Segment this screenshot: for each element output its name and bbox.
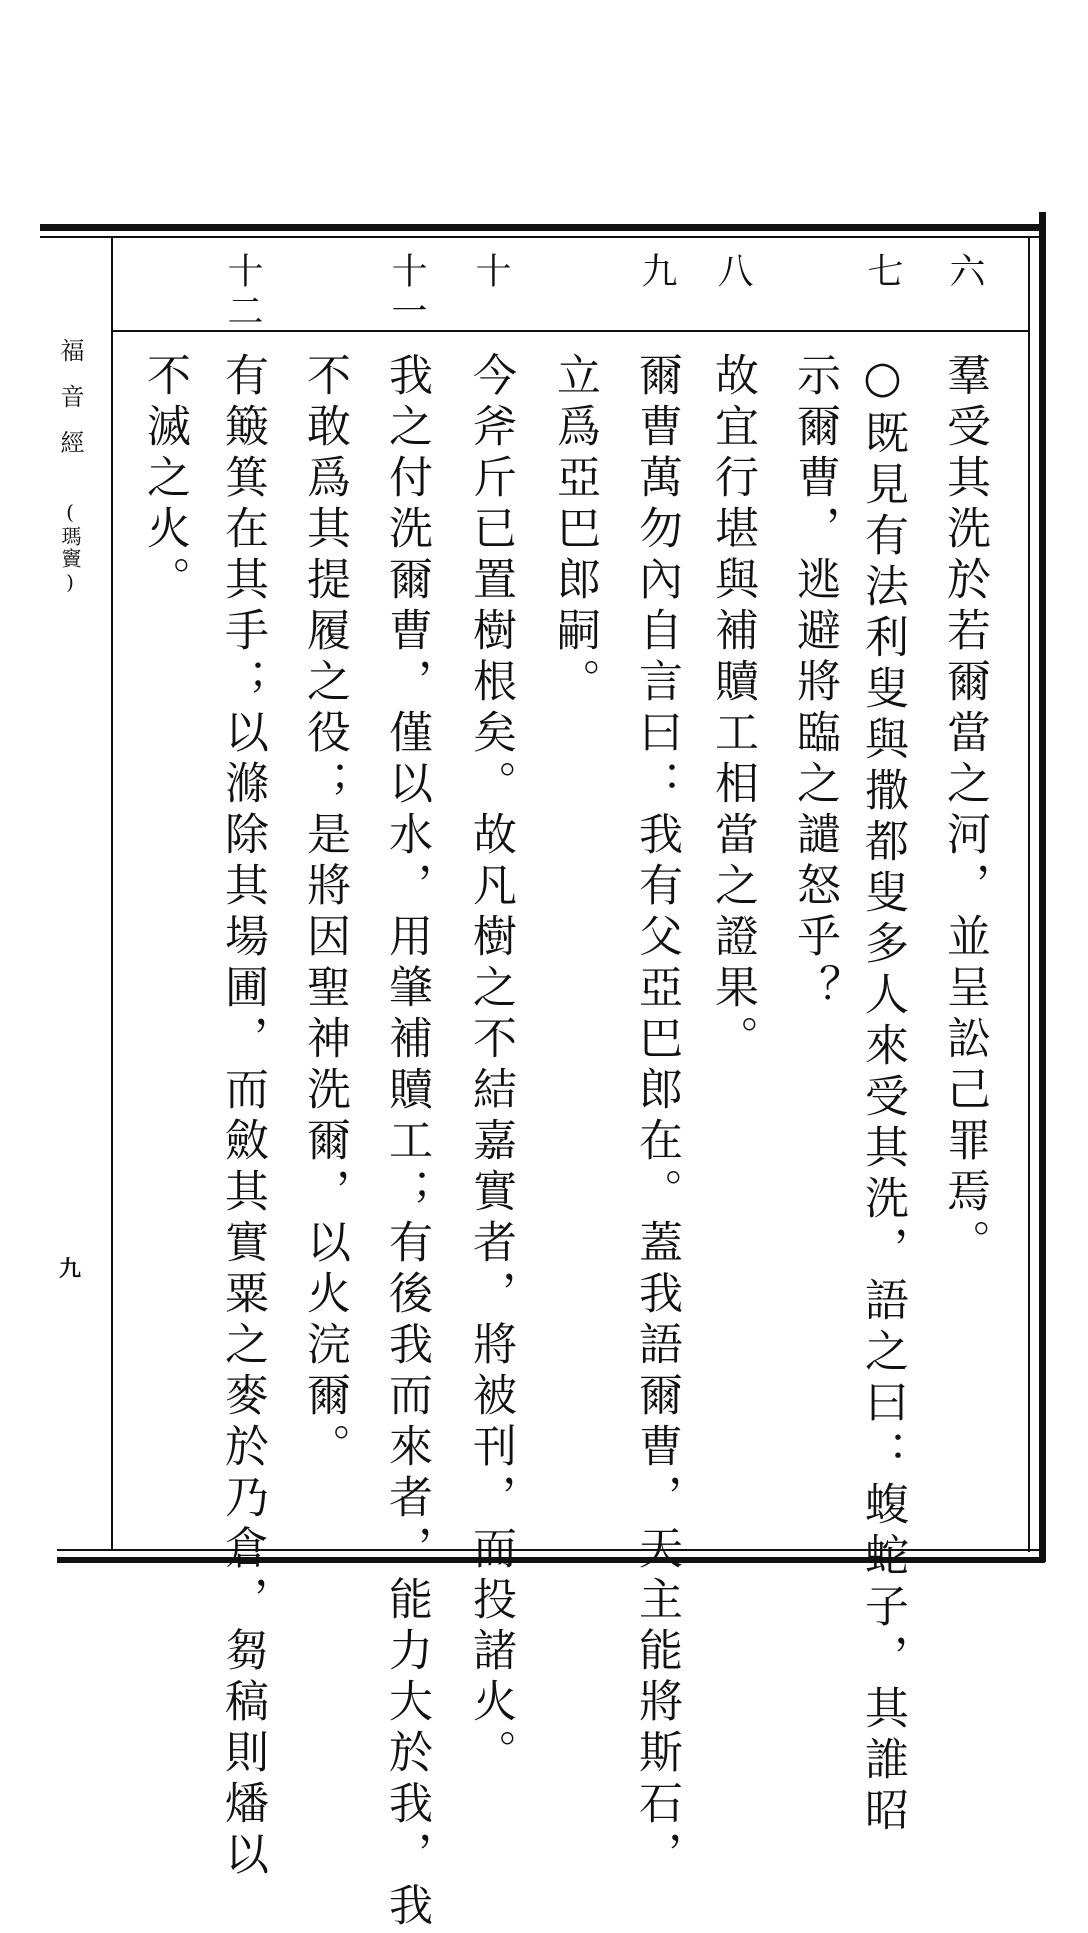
text-column: ○既見有法利叟與撒都叟多人來受其洗，語之曰：蝮蛇子，其誰昭	[857, 352, 908, 1838]
margin-book-title: 福音經	[56, 338, 84, 476]
text-column: 羣受其洗於若爾當之河，並呈訟己罪焉。	[939, 352, 990, 1270]
text-column: 不敢爲其提履之役；是將因聖神洗爾，以火浣爾。	[299, 352, 350, 1474]
margin-book-subtitle: (瑪竇)	[58, 500, 82, 596]
page-number: 九	[58, 1256, 81, 1282]
verse-number: 十二	[222, 252, 263, 332]
verse-number: 九	[636, 252, 677, 292]
text-column: 有簸箕在其手；以滌除其場圃，而斂其實粟之麥於乃倉，芻稿則燔以	[217, 352, 268, 1882]
text-column: 故宜行堪與補贖工相當之證果。	[707, 352, 758, 1066]
frame-top-rule	[40, 224, 1045, 231]
verse-number: 八	[712, 252, 753, 292]
text-column: 不滅之火。	[139, 352, 190, 607]
frame-left-rule	[111, 236, 113, 1551]
verse-number: 七	[862, 252, 903, 292]
text-column: 爾曹萬勿內自言曰：我有父亞巴郎在。蓋我語爾曹，天主能將斯石，	[631, 352, 682, 1882]
frame-right-inner-rule	[1028, 236, 1030, 1552]
text-column: 示爾曹，逃避將臨之譴怒乎？	[789, 352, 840, 1015]
text-column: 今斧斤已置樹根矣。故凡樹之不結嘉實者，將被刊，而投諸火。	[465, 352, 516, 1780]
text-column: 立爲亞巴郎嗣。	[549, 352, 600, 709]
verse-number: 六	[944, 252, 985, 292]
verse-number: 十一	[386, 252, 427, 332]
frame-right-rule	[1039, 212, 1046, 1562]
text-column: 我之付洗爾曹，僅以水，用肇補贖工；有後我而來者，能力大於我，我	[381, 352, 432, 1933]
verse-number: 十	[470, 252, 511, 292]
frame-top-inner-rule	[40, 236, 1045, 238]
